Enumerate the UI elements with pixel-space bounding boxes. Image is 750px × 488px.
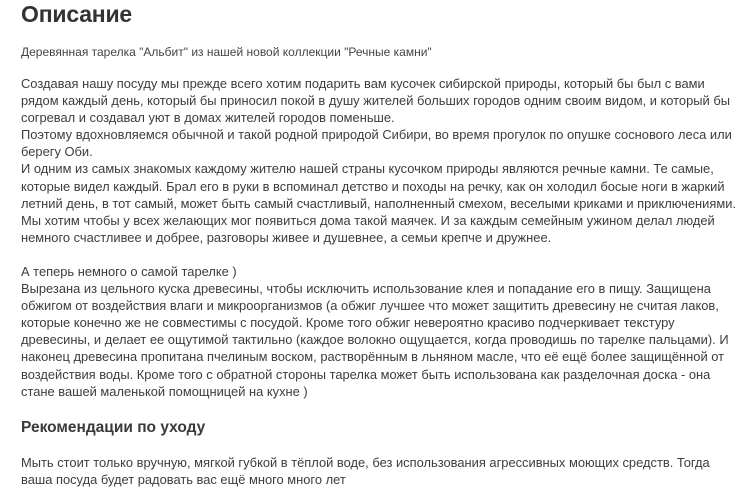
description-paragraph: И одним из самых знакомых каждому жителю нашей страны кусочком природы являются речные камни. Те самые, которые видел каждый. Брал его в руки в вспоминал детство и походы на речку, как он холодил босые ноги в жаркий летний день, в тот самый, может быть самый счастливый, наполненный смехом, веселыми криками и приключениями. bbox=[21, 161, 737, 211]
description-body bbox=[21, 75, 736, 400]
description-paragraph: Вырезана из цельного куска древесины, чтобы исключить использование клея и попадание его в пищу. Защищена обжигом от воздействия влаги и микроорганизмов (а обжиг лучшее что может защитить древесину не считая лаков, которые конечно же не совместимы с посудой. Кроме того обжиг невероятно красиво подчеркивает текстуру древесины, и делает ее ощутимой тактильно (каждое волокно ощущается, когда проводишь по тарелке пальцами). И наконец древесина пропитана пчелиным воском, растворённым в льняном масле, что её ещё более защищённой от воздействия воды. Кроме того с обратной стороны тарелка может быть использована как разделочная доска - она стане вашей маленькой помощницей на кухне ) bbox=[21, 281, 729, 399]
description-paragraph: А теперь немного о самой тарелке ) bbox=[21, 263, 237, 279]
description-lead: Деревянная тарелка "Альбит" из нашей новой коллекции "Речные камни" bbox=[21, 45, 432, 59]
care-title: Рекомендации по уходу bbox=[21, 418, 206, 436]
paragraph-spacer bbox=[21, 246, 736, 263]
description-paragraph: Мы хотим чтобы у всех желающих мог появиться дома такой маячек. И за каждым семейным ужином делал людей немного счастливее и добрее, разговоры живее и душевнее, а семьи крепче и дружнее. bbox=[21, 212, 715, 245]
description-paragraph: Поэтому вдохновляемся обычной и такой родной природой Сибири, во время прогулок по опушке соснового леса или берегу Оби. bbox=[21, 127, 732, 160]
care-text: Мыть стоит только вручную, мягкой губкой в тёплой воде, без использования агрессивных моющих средств. Тогда ваша посуда будет радовать вас ещё много много лет bbox=[21, 454, 710, 487]
description-paragraph: Создавая нашу посуду мы прежде всего хотим подарить вам кусочек сибирской природы, который бы был с вами рядом каждый день, который бы приносил покой в душу жителей больших городов одним своим видом, и который бы согревал и создавал уют в домах жителей городов поменьше. bbox=[21, 76, 730, 126]
description-title: Описание bbox=[21, 1, 133, 27]
